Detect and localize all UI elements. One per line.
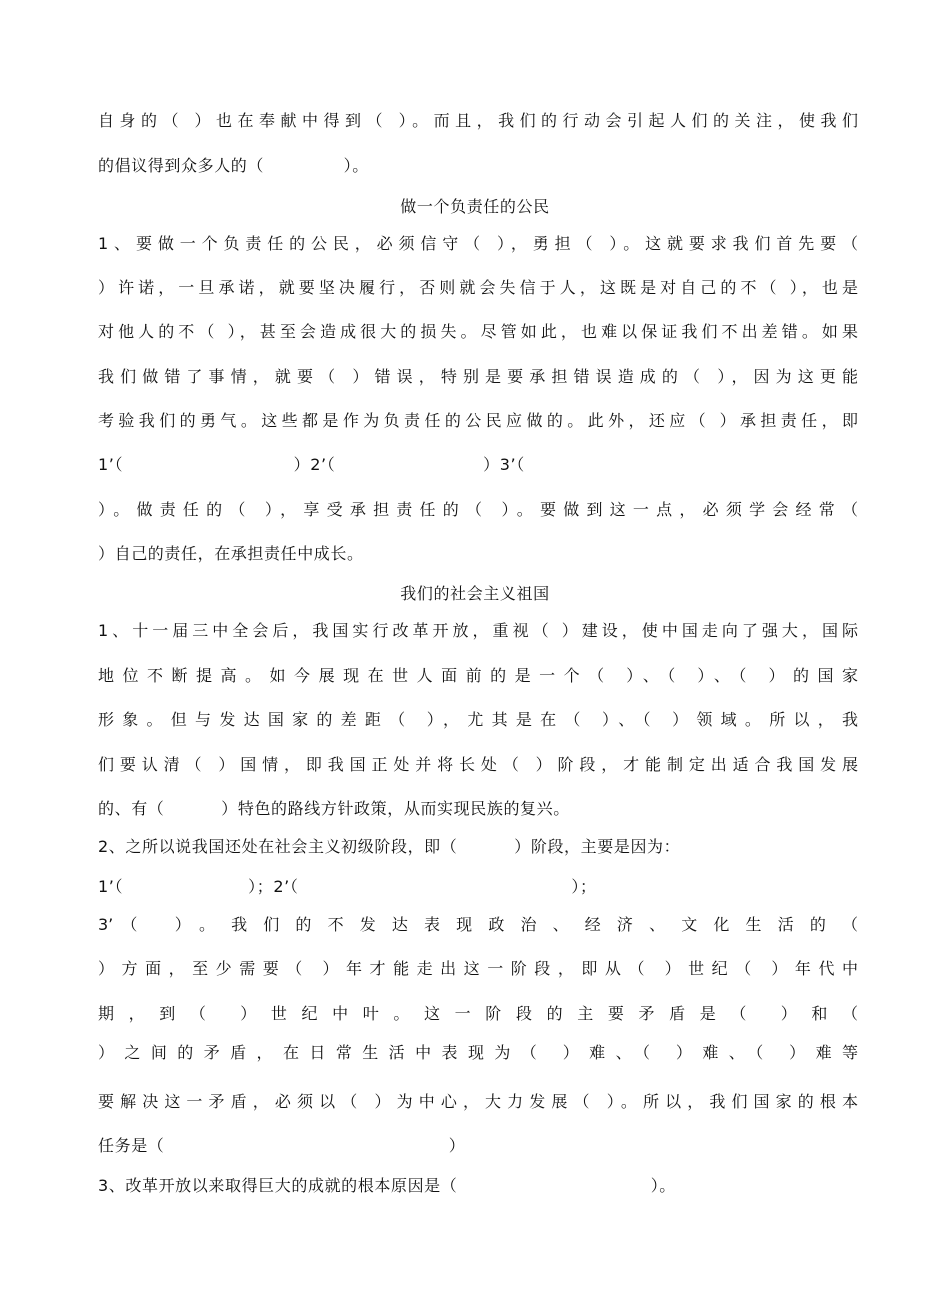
section-heading: 做一个负责任的公民 [400, 197, 550, 216]
text-line: ）之间的矛盾，在日常生活中表现为（ ）难、（ ）难、（ ）难等 [98, 1043, 858, 1062]
section-heading: 我们的社会主义祖国 [400, 584, 550, 603]
text-line: 们要认清（ ）国情，即我国正处并将长处（ ）阶段，才能制定出适合我国发展 [98, 755, 858, 774]
text-line: 3’（ ）。我们的不发达表现政治、经济、文化生活的（ [98, 915, 858, 934]
text-line: 形象。但与发达国家的差距（ ），尤其是在（ ）、（ ）领域。所以，我 [98, 710, 858, 729]
text-line: 2、之所以说我国还处在社会主义初级阶段，即（ ）阶段，主要是因为： [98, 837, 681, 856]
text-line: ）许诺，一旦承诺，就要坚决履行，否则就会失信于人，这既是对自己的不（ ），也是 [98, 278, 858, 297]
text-line: 对他人的不（ ），甚至会造成很大的损失。尽管如此，也难以保证我们不出差错。如果 [98, 322, 858, 341]
text-line: ）。做责任的（ ），享受承担责任的（ ）。要做到这一点，必须学会经常（ [98, 500, 858, 519]
text-line: ）方面，至少需要（ ）年才能走出这一阶段，即从（ ）世纪（ ）年代中 [98, 959, 858, 978]
text-line: 1’（ ）；2’（ ）； [98, 877, 597, 896]
text-line: 1、要做一个负责任的公民，必须信守（ ），勇担（ ）。这就要求我们首先要（ [98, 234, 858, 253]
text-line: ）自己的责任，在承担责任中成长。 [98, 544, 364, 563]
text-line: 3、改革开放以来取得巨大的成就的根本原因是（ ）。 [98, 1176, 676, 1195]
text-line: 1、十一届三中全会后，我国实行改革开放，重视（ ）建设，使中国走向了强大，国际 [98, 621, 858, 640]
text-line: 考验我们的勇气。这些都是作为负责任的公民应做的。此外，还应（ ）承担责任，即 [98, 411, 858, 430]
text-line: 的倡议得到众多人的（ ）。 [98, 156, 369, 175]
text-line: 1’（ ）2’（ ）3’（ [98, 455, 525, 474]
text-line: 要解决这一矛盾，必须以（ ）为中心，大力发展（ ）。所以，我们国家的根本 [98, 1092, 858, 1111]
text-line: 任务是（ ） [98, 1136, 466, 1155]
text-line: 期，到（ ）世纪中叶。这一阶段的主要矛盾是（ ）和（ [98, 1004, 858, 1023]
text-line: 我们做错了事情，就要（ ）错误，特别是要承担错误造成的（ ），因为这更能 [98, 367, 858, 386]
text-line: 自身的（ ）也在奉献中得到（ ）。而且，我们的行动会引起人们的关注，使我们 [98, 111, 858, 130]
text-line: 地位不断提高。如今展现在世人面前的是一个（ ）、（ ）、（ ）的国家 [98, 666, 858, 685]
text-line: 的、有（ ）特色的路线方针政策，从而实现民族的复兴。 [98, 799, 570, 818]
